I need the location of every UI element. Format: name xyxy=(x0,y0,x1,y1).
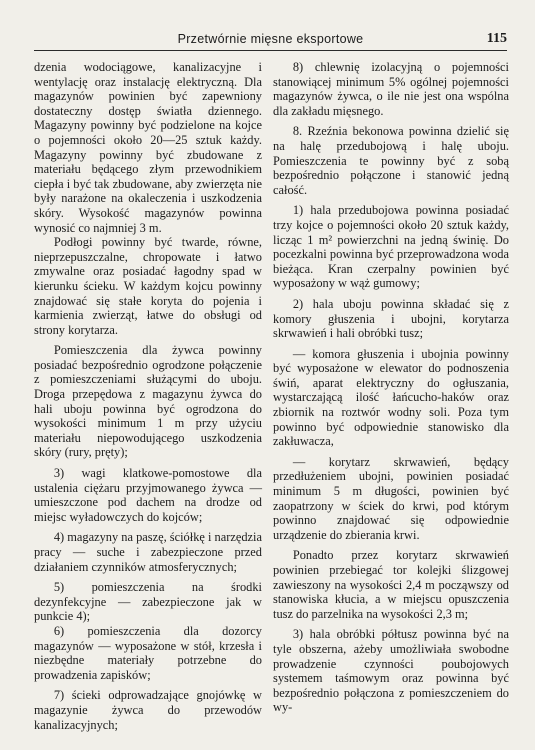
paragraph: 7) ścieki odprowadzające gnojówkę w magazynie żywca do przewodów kanalizacyjnych; xyxy=(34,688,262,732)
paragraph: 2) hala uboju powinna składać się z komory głuszenia i ubojni, korytarza skrwawień i hali obróbki tusz; xyxy=(273,296,509,341)
paragraph: 6) pomieszczenia dla dozorcy magazynów — wyposażone w stół, krzesła i niezbędne materiały potrzebne do prowadzenia zapisków; xyxy=(34,623,262,682)
page-number: 115 xyxy=(486,31,507,46)
right-column xyxy=(273,60,509,715)
paragraph: dzenia wodociągowe, kanalizacyjne i wentylację oraz instalację elektryczną. Dla magazynów powinien być zapewniony dostateczny dostęp światła dziennego. Magazyny powinny być podzielone na kojce o pojemności około 20—25 sztuk każdy. Magazyny powinny być zbudowane z materiału będącego złym przewodnikiem ciepła i być tak zbudowane, aby zwierzęta nie były narażone na okaleczenia i uszkodzenia skóry. Wysokość magazynów powinna wynosić co najmniej 3 m. xyxy=(34,60,262,235)
paragraph: 8) chlewnię izolacyjną o pojemności stanowiącej minimum 5% ogólnej pojemności magazynów żywca, o ile nie jest ona wspólna dla zakładu mięsnego. xyxy=(273,60,509,118)
paragraph: Ponadto przez korytarz skrwawień powinien przebiegać tor kolejki ślizgowej zawieszony na wysokości 2,4 m począwszy od stanowiska kłucia, a w miejscu opuszczenia tusz do parzelnika na wysokości 2,3 m; xyxy=(273,548,509,621)
paragraph: 3) hala obróbki półtusz powinna być na tyle obszerna, ażeby umożliwiała swobodne prowadzenie czynności poubojowych systemem taśmowym oraz powinna być bezpośrednio połączona z pomieszczeniem do wy- xyxy=(273,627,509,715)
running-title: Przetwórnie mięsne eksportowe xyxy=(177,32,364,46)
left-column xyxy=(34,60,262,732)
paragraph: Podłogi powinny być twarde, równe, nieprzepuszczalne, chropowate i łatwo zmywalne oraz posiadać łagodny spad w kierunku ścieku. W każdym kojcu powinny znajdować się stałe koryta do pojenia i karmienia zwierząt, łatwe do obsługi od strony korytarza. xyxy=(34,235,262,337)
paragraph: Pomieszczenia dla żywca powinny posiadać bezpośrednio ogrodzone połączenie z pomieszczeniami służącymi do uboju. Droga przepędowa z magazynu żywca do hali uboju powinna być ogrodzona do wysokości minimum 1 m przy użyciu materiału niepowodującego uszkodzenia skóry (rury, pręty); xyxy=(34,343,262,460)
paragraph: 8. Rzeźnia bekonowa powinna dzielić się na halę przedubojową i halę uboju. Pomieszczenia te powinny być z sobą bezpośrednio połączone i stanowić jedną całość. xyxy=(273,124,509,197)
paragraph: 4) magazyny na paszę, ściółkę i narzędzia pracy — suche i zabezpieczone przed działaniem czynników atmosferycznych; xyxy=(34,530,262,574)
paragraph: — komora głuszenia i ubojnia powinny być wyposażone w elewator do podnoszenia świń, aparat elektryczny do ogłuszania, wystarczającą ilość łańcucho-haków oraz zbiornik na roztwór wodny soli. Poza tym powinno być odpowiednie stanowisko dla zakłuwacza, xyxy=(273,346,509,449)
paragraph: 5) pomieszczenia na środki dezynfekcyjne — zabezpieczone jak w punkcie 4); xyxy=(34,580,262,624)
paragraph: — korytarz skrwawień, będący przedłużeniem ubojni, powinien posiadać minimum 5 m długości, powinien być zaopatrzony w ściek do krwi, pod którym powinno znajdować się odpowiednie urządzenie do zbierania krwi. xyxy=(273,454,509,542)
running-header xyxy=(34,30,507,51)
paragraph: 3) wagi klatkowe-pomostowe dla ustalenia ciężaru przyjmowanego żywca — umieszczone pod dachem na drodze od miejsc wyładowczych do kojców; xyxy=(34,466,262,524)
paragraph: 1) hala przedubojowa powinna posiadać trzy kojce o pojemności około 20 sztuk każdy, licząc 1 m² powierzchni na jedną świnię. Do pocezkalni powinna być przeprowadzona woda bieżąca. Kran czerpalny powinien być wyposażony w wąż gumowy; xyxy=(273,203,509,291)
